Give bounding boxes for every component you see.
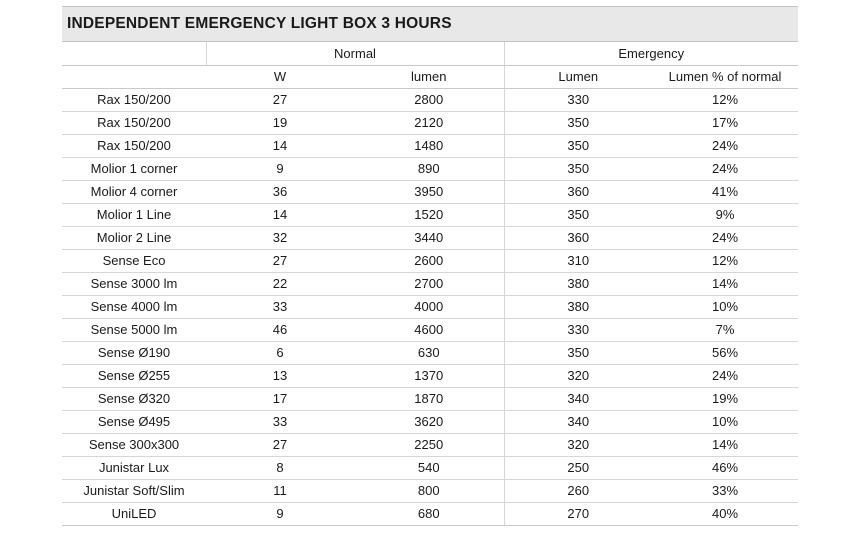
value-cell: 12% xyxy=(652,88,798,111)
value-cell: 890 xyxy=(354,157,504,180)
product-name-cell: Junistar Lux xyxy=(62,456,206,479)
value-cell: 540 xyxy=(354,456,504,479)
table-row xyxy=(62,249,798,272)
table-row xyxy=(62,387,798,410)
value-cell: 9 xyxy=(206,157,354,180)
value-cell: 33 xyxy=(206,410,354,433)
table-row xyxy=(62,341,798,364)
table-row xyxy=(62,318,798,341)
product-name-cell: UniLED xyxy=(62,502,206,525)
value-cell: 33 xyxy=(206,295,354,318)
value-cell: 24% xyxy=(652,157,798,180)
value-cell: 40% xyxy=(652,502,798,525)
product-name-cell: Sense 5000 lm xyxy=(62,318,206,341)
emergency-group-header: Emergency xyxy=(504,42,798,65)
product-column-header xyxy=(62,65,206,88)
value-cell: 350 xyxy=(504,341,652,364)
table-title: INDEPENDENT EMERGENCY LIGHT BOX 3 HOURS xyxy=(62,6,798,42)
value-cell: 330 xyxy=(504,318,652,341)
product-name-cell: Rax 150/200 xyxy=(62,111,206,134)
product-name-cell: Molior 2 Line xyxy=(62,226,206,249)
table-row xyxy=(62,364,798,387)
value-cell: 19% xyxy=(652,387,798,410)
value-cell: 14 xyxy=(206,203,354,226)
value-cell: 24% xyxy=(652,134,798,157)
value-cell: 1870 xyxy=(354,387,504,410)
value-cell: 350 xyxy=(504,203,652,226)
value-cell: 36 xyxy=(206,180,354,203)
product-name-cell: Junistar Soft/Slim xyxy=(62,479,206,502)
value-cell: 4000 xyxy=(354,295,504,318)
table-row xyxy=(62,134,798,157)
value-cell: 32 xyxy=(206,226,354,249)
value-cell: 17% xyxy=(652,111,798,134)
value-cell: 10% xyxy=(652,410,798,433)
value-cell: 14 xyxy=(206,134,354,157)
table-row xyxy=(62,111,798,134)
value-cell: 380 xyxy=(504,272,652,295)
product-name-cell: Sense Ø320 xyxy=(62,387,206,410)
product-name-cell: Rax 150/200 xyxy=(62,134,206,157)
product-name-cell: Molior 1 corner xyxy=(62,157,206,180)
value-cell: 340 xyxy=(504,410,652,433)
value-cell: 17 xyxy=(206,387,354,410)
value-cell: 340 xyxy=(504,387,652,410)
value-cell: 14% xyxy=(652,433,798,456)
value-cell: 1520 xyxy=(354,203,504,226)
value-cell: 27 xyxy=(206,433,354,456)
value-cell: 24% xyxy=(652,226,798,249)
value-cell: 22 xyxy=(206,272,354,295)
product-name-cell: Molior 4 corner xyxy=(62,180,206,203)
value-cell: 46% xyxy=(652,456,798,479)
value-cell: 360 xyxy=(504,226,652,249)
value-cell: 19 xyxy=(206,111,354,134)
value-cell: 2250 xyxy=(354,433,504,456)
value-cell: 13 xyxy=(206,364,354,387)
value-cell: 33% xyxy=(652,479,798,502)
value-cell: 46 xyxy=(206,318,354,341)
column-header-row xyxy=(62,65,798,88)
column-header-w: W xyxy=(206,65,354,88)
product-name-cell: Sense Ø190 xyxy=(62,341,206,364)
value-cell: 2600 xyxy=(354,249,504,272)
data-table xyxy=(62,42,798,526)
value-cell: 310 xyxy=(504,249,652,272)
table-row xyxy=(62,88,798,111)
column-header-lumen-percent: Lumen % of normal xyxy=(652,65,798,88)
value-cell: 4600 xyxy=(354,318,504,341)
corner-empty-cell xyxy=(62,42,206,65)
value-cell: 320 xyxy=(504,433,652,456)
table-row xyxy=(62,226,798,249)
table-row xyxy=(62,456,798,479)
value-cell: 380 xyxy=(504,295,652,318)
value-cell: 12% xyxy=(652,249,798,272)
value-cell: 2800 xyxy=(354,88,504,111)
product-name-cell: Sense 3000 lm xyxy=(62,272,206,295)
value-cell: 630 xyxy=(354,341,504,364)
value-cell: 3950 xyxy=(354,180,504,203)
value-cell: 320 xyxy=(504,364,652,387)
value-cell: 680 xyxy=(354,502,504,525)
product-name-cell: Sense 300x300 xyxy=(62,433,206,456)
column-header-emergency-lumen: Lumen xyxy=(504,65,652,88)
table-row xyxy=(62,295,798,318)
table-header xyxy=(62,42,798,88)
value-cell: 41% xyxy=(652,180,798,203)
value-cell: 350 xyxy=(504,157,652,180)
value-cell: 10% xyxy=(652,295,798,318)
value-cell: 27 xyxy=(206,88,354,111)
value-cell: 11 xyxy=(206,479,354,502)
table-row xyxy=(62,433,798,456)
value-cell: 260 xyxy=(504,479,652,502)
value-cell: 350 xyxy=(504,111,652,134)
value-cell: 14% xyxy=(652,272,798,295)
column-header-lumen: lumen xyxy=(354,65,504,88)
value-cell: 7% xyxy=(652,318,798,341)
value-cell: 250 xyxy=(504,456,652,479)
value-cell: 9% xyxy=(652,203,798,226)
value-cell: 270 xyxy=(504,502,652,525)
group-header-row xyxy=(62,42,798,65)
value-cell: 8 xyxy=(206,456,354,479)
value-cell: 27 xyxy=(206,249,354,272)
value-cell: 2700 xyxy=(354,272,504,295)
product-name-cell: Sense Eco xyxy=(62,249,206,272)
value-cell: 350 xyxy=(504,134,652,157)
value-cell: 9 xyxy=(206,502,354,525)
value-cell: 24% xyxy=(652,364,798,387)
value-cell: 6 xyxy=(206,341,354,364)
table-body xyxy=(62,88,798,525)
value-cell: 56% xyxy=(652,341,798,364)
table-row xyxy=(62,479,798,502)
value-cell: 800 xyxy=(354,479,504,502)
value-cell: 330 xyxy=(504,88,652,111)
product-name-cell: Sense 4000 lm xyxy=(62,295,206,318)
emergency-light-table xyxy=(62,6,798,526)
normal-group-header: Normal xyxy=(206,42,504,65)
table-row xyxy=(62,272,798,295)
table-row xyxy=(62,180,798,203)
value-cell: 3440 xyxy=(354,226,504,249)
table-row xyxy=(62,203,798,226)
value-cell: 1480 xyxy=(354,134,504,157)
product-name-cell: Molior 1 Line xyxy=(62,203,206,226)
table-row xyxy=(62,157,798,180)
product-name-cell: Sense Ø255 xyxy=(62,364,206,387)
table-row xyxy=(62,410,798,433)
value-cell: 3620 xyxy=(354,410,504,433)
value-cell: 360 xyxy=(504,180,652,203)
product-name-cell: Rax 150/200 xyxy=(62,88,206,111)
product-name-cell: Sense Ø495 xyxy=(62,410,206,433)
table-row xyxy=(62,502,798,525)
value-cell: 2120 xyxy=(354,111,504,134)
value-cell: 1370 xyxy=(354,364,504,387)
